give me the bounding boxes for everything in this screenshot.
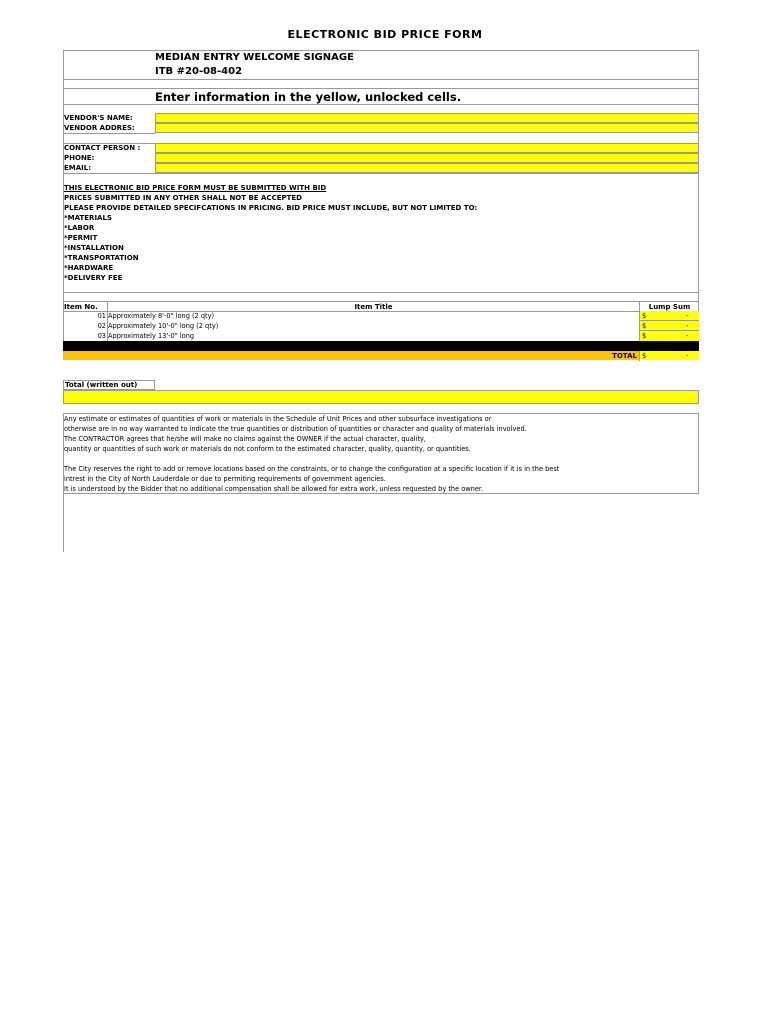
requirement-item: *LABOR — [64, 224, 95, 232]
divider — [63, 133, 155, 134]
instruction-text: Enter information in the yellow, unlocked cells. — [155, 90, 462, 104]
email-label: EMAIL: — [64, 164, 92, 172]
col-item-title: Item Title — [354, 303, 393, 311]
row-amount: - — [686, 332, 689, 340]
disclaimer-line: Any estimate or estimates of quantities of work or materials in the Schedule of Unit Prices and other subsurface investigations or — [64, 415, 492, 423]
table-separator-bar — [63, 341, 699, 351]
vendor-address-field[interactable] — [155, 123, 699, 133]
disclaimer-line: otherwise are in no way warranted to indicate the true quantities or distribution of quantities or character and quality of materials involved. — [64, 425, 527, 433]
divider — [63, 494, 64, 552]
row-item-no: 01 — [97, 312, 106, 320]
row-currency: $ — [642, 332, 647, 340]
divider — [63, 143, 699, 144]
row-currency: $ — [642, 322, 647, 330]
notice-line-3: PLEASE PROVIDE DETAILED SPECIFCATIONS IN PRICING. BID PRICE MUST INCLUDE, BUT NOT LIMITED TO: — [64, 204, 478, 212]
project-name: MEDIAN ENTRY WELCOME SIGNAGE — [155, 52, 354, 63]
divider — [155, 143, 156, 173]
divider — [63, 104, 699, 105]
row-amount: - — [686, 312, 689, 320]
divider — [63, 88, 699, 89]
disclaimer-line: quantity or quantities of such work or materials do not conform to the estimated character, quality, quantity, or quantities. — [64, 445, 471, 453]
row-amount: - — [686, 322, 689, 330]
disclaimer-line: The City reserves the right to add or remove locations based on the constraints, or to change the configuration at a specific location if it is in the best — [64, 465, 560, 473]
requirement-item: *MATERIALS — [64, 214, 112, 222]
divider — [63, 301, 699, 302]
email-field[interactable] — [155, 163, 699, 173]
total-amount: - — [686, 352, 689, 360]
phone-field[interactable] — [155, 153, 699, 163]
disclaimer-line: The CONTRACTOR agrees that he/she will make no claims against the OWNER if the actual character, quality, — [64, 435, 427, 443]
row-currency: $ — [642, 312, 647, 320]
divider — [63, 79, 699, 80]
form-title: ELECTRONIC BID PRICE FORM — [287, 28, 483, 41]
itb-number: ITB #20-08-402 — [155, 66, 243, 77]
vendor-address-label: VENDOR ADDRES: — [64, 124, 135, 132]
row-item-no: 03 — [97, 332, 106, 340]
requirement-item: *PERMIT — [64, 234, 98, 242]
col-lump-sum: Lump Sum — [648, 303, 691, 311]
written-total-label: Total (written out) — [63, 380, 155, 390]
row-item-title: Approximately 8'-0" long (2 qty) — [108, 312, 215, 320]
divider — [63, 292, 699, 293]
total-field — [640, 351, 699, 360]
total-row-band — [63, 351, 639, 360]
contact-person-field[interactable] — [155, 143, 699, 153]
total-currency: $ — [642, 352, 647, 360]
vendor-name-field[interactable] — [155, 113, 699, 123]
total-label: TOTAL — [612, 352, 637, 360]
notice-line-2: PRICES SUBMITTED IN ANY OTHER SHALL NOT BE ACCEPTED — [64, 194, 302, 202]
disclaimer-line: intrest in the City of North Lauderdale or due to permiting requirements of government agencies. — [64, 475, 386, 483]
row-lump-sum-field[interactable] — [640, 311, 699, 321]
written-total-field[interactable] — [63, 390, 699, 404]
row-item-title: Approximately 10'-0" long (2 qty) — [108, 322, 219, 330]
disclaimer-line: It is understood by the Bidder that no additional compensation shall be allowed for extra work, unless requested by the owner. — [64, 485, 484, 493]
contact-person-label: CONTACT PERSON : — [64, 144, 141, 152]
requirement-item: *TRANSPORTATION — [64, 254, 139, 262]
col-item-no: Item No. — [64, 303, 98, 311]
divider — [155, 113, 156, 133]
requirement-item: *DELIVERY FEE — [64, 274, 123, 282]
requirement-item: *INSTALLATION — [64, 244, 124, 252]
row-lump-sum-field[interactable] — [640, 321, 699, 331]
notice-line-1: THIS ELECTRONIC BID PRICE FORM MUST BE SUBMITTED WITH BID — [64, 184, 327, 192]
divider — [63, 173, 699, 174]
row-item-title: Approximately 13'-0" long — [108, 332, 195, 340]
vendor-name-label: VENDOR'S NAME: — [64, 114, 133, 122]
row-lump-sum-field[interactable] — [640, 331, 699, 341]
requirement-item: *HARDWARE — [64, 264, 114, 272]
phone-label: PHONE: — [64, 154, 95, 162]
row-item-no: 02 — [97, 322, 106, 330]
